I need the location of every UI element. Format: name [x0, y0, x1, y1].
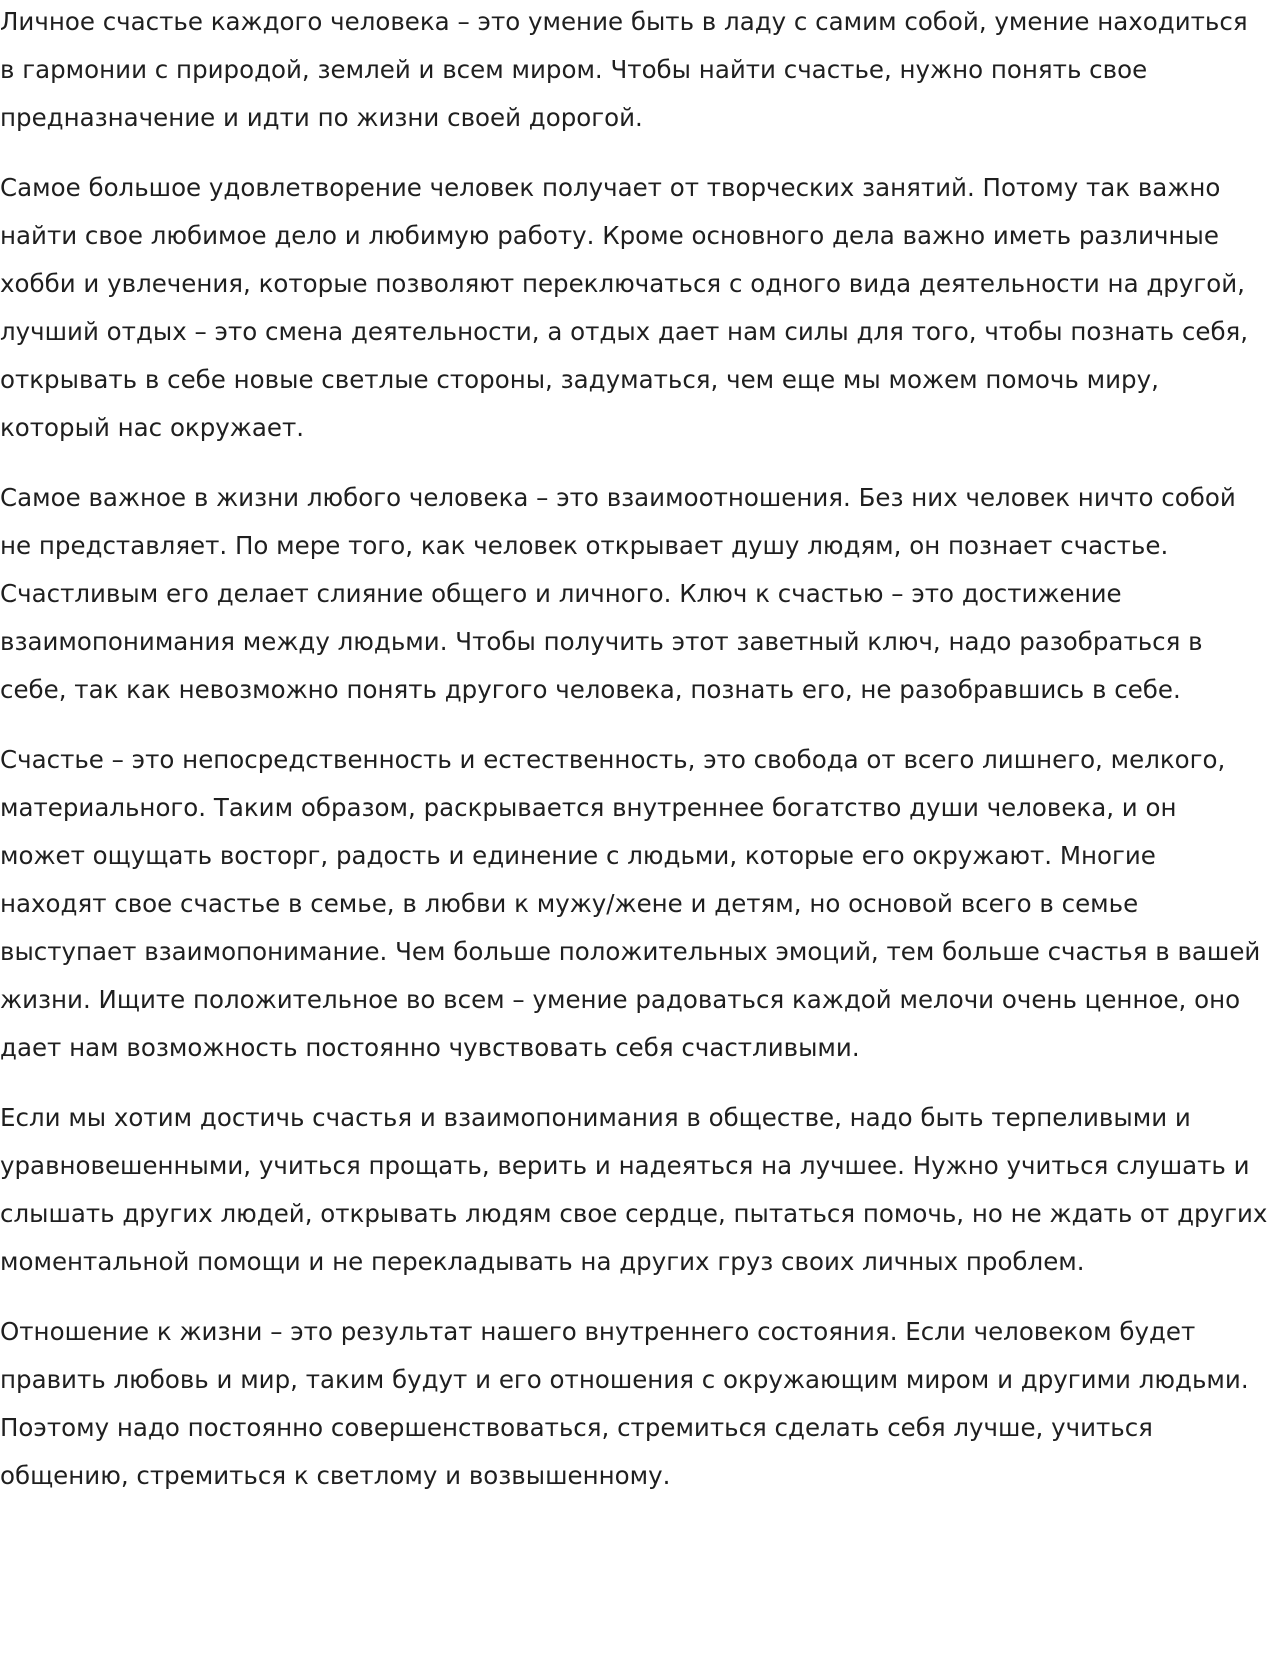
paragraph-5: Если мы хотим достичь счастья и взаимопонимания в обществе, надо быть терпеливыми и уравновешенными, учиться прощать, верить и надеяться на лучшее. Нужно учиться слушать и слышать других людей, открывать людям свое сердце, пытаться помочь, но не ждать от других моментальной помощи и не перекладывать на других груз своих личных проблем. [0, 1103, 1268, 1276]
paragraph-6: Отношение к жизни – это результат нашего внутреннего состояния. Если человеком будет править любовь и мир, таким будут и его отношения с окружающим миром и другими людьми. Поэтому надо постоянно совершенствоваться, стремиться сделать себя лучше, учиться общению, стремиться к светлому и возвышенному. [0, 1317, 1249, 1490]
paragraph-3: Самое важное в жизни любого человека – это взаимоотношения. Без них человек ничто собой не представляет. По мере того, как человек открывает душу людям, он познает счастье. Счастливым его делает слияние общего и личного. Ключ к счастью – это достижение взаимопонимания между людьми. Чтобы получить этот заветный ключ, надо разобраться в себе, так как невозможно понять другого человека, познать его, не разобравшись в себе. [0, 483, 1236, 704]
paragraph-1: Личное счастье каждого человека – это умение быть в ладу с самим собой, умение находиться в гармонии с природой, землей и всем миром. Чтобы найти счастье, нужно понять свое предназначение и идти по жизни своей дорогой. [0, 7, 1248, 132]
paragraph-4: Счастье – это непосредственность и естественность, это свобода от всего лишнего, мелкого, материального. Таким образом, раскрывается внутреннее богатство души человека, и он может ощущать восторг, радость и единение с людьми, которые его окружают. Многие находят свое счастье в семье, в любви к мужу/жене и детям, но основой всего в семье выступает взаимопонимание. Чем больше положительных эмоций, тем больше счастья в вашей жизни. Ищите положительное во всем – умение радоваться каждой мелочи очень ценное, оно дает нам возможность постоянно чувствовать себя счастливыми. [0, 745, 1261, 1062]
paragraph-2: Самое большое удовлетворение человек получает от творческих занятий. Потому так важно найти свое любимое дело и любимую работу. Кроме основного дела важно иметь различные хобби и увлечения, которые позволяют переключаться с одного вида деятельности на другой, лучший отдых – это смена деятельности, а отдых дает нам силы для того, чтобы познать себя, открывать в себе новые светлые стороны, задуматься, чем еще мы можем помочь миру, который нас окружает. [0, 173, 1249, 442]
